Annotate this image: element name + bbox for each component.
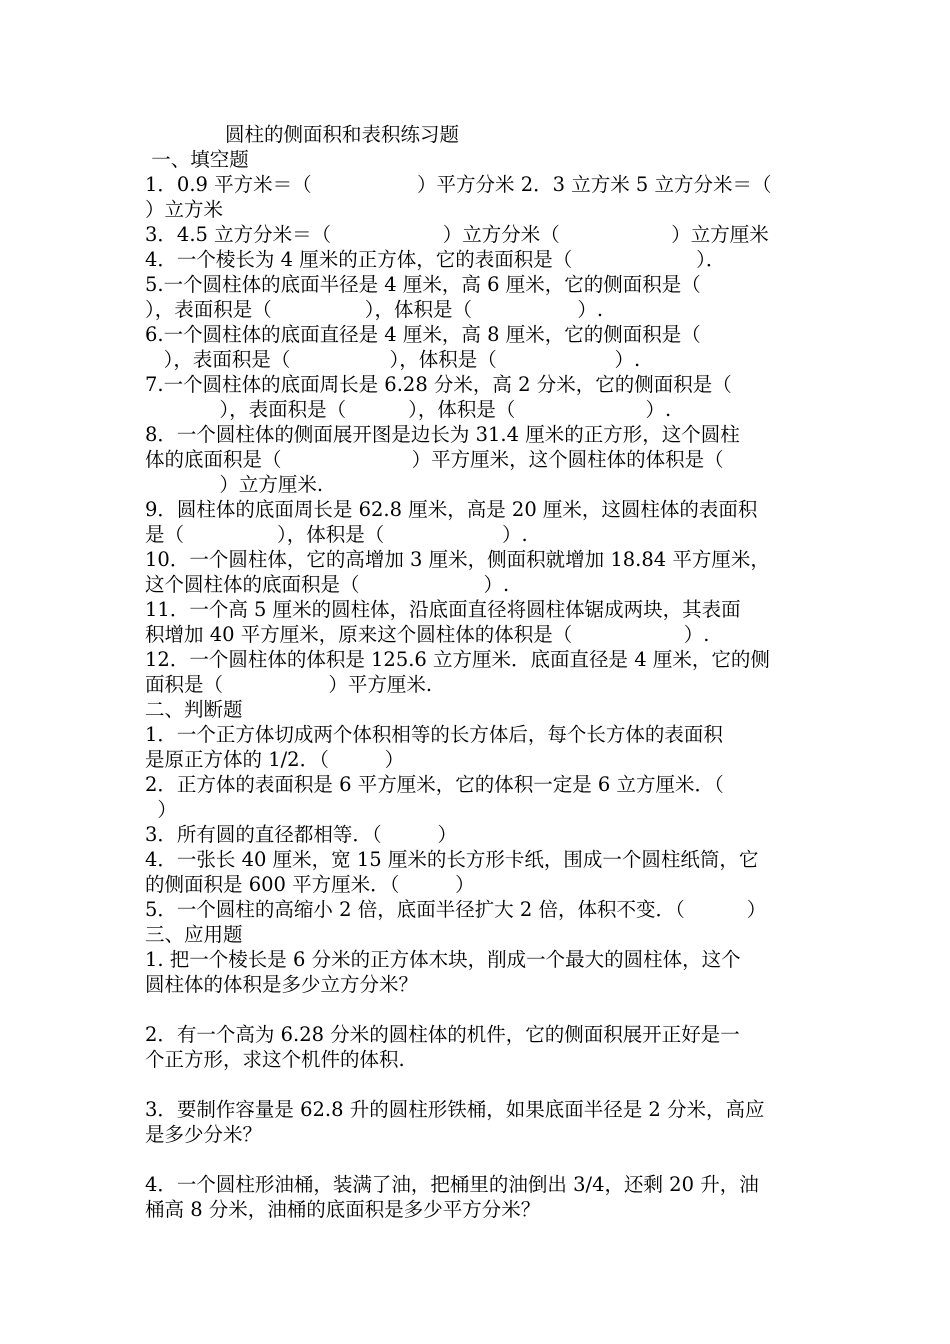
worksheet (145, 122, 810, 1222)
fill-line: ），表面积是（ ），体积是（ ）. (145, 398, 672, 421)
fill-line: 9．圆柱体的底面周长是 62.8 厘米，高是 20 厘米，这圆柱体的表面积 (145, 498, 758, 521)
fill-line: 4．一个棱长为 4 厘米的正方体，它的表面积是（ ）． (145, 248, 726, 271)
apply-line: 1. 把一个棱长是 6 分米的正方体木块，削成一个最大的圆柱体，这个 (145, 948, 741, 971)
fill-line: 面积是（ ）平方厘米. (145, 673, 433, 696)
judge-line: 4．一张长 40 厘米，宽 15 厘米的长方形卡纸，围成一个圆柱纸筒，它 (145, 848, 759, 871)
judge-line: 3．所有圆的直径都相等．（ ） (145, 823, 457, 846)
section-heading-apply: 三、应用题 (145, 923, 243, 946)
apply-line: 2．有一个高为 6.28 分米的圆柱体的机件，它的侧面积展开正好是一 (145, 1023, 740, 1046)
fill-line: 1．0.9 平方米＝（ ）平方分米 2．3 立方米 5 立方分米＝（ (145, 173, 772, 196)
judge-line: 的侧面积是 600 平方厘米．（ ） (145, 873, 475, 896)
fill-line: 这个圆柱体的底面积是（ ）. (145, 573, 510, 596)
fill-line: ）立方米 (145, 198, 224, 221)
judge-line: 2．正方体的表面积是 6 平方厘米，它的体积一定是 6 立方厘米．（ (145, 773, 724, 796)
section-heading-fill: 一、填空题 (145, 148, 249, 171)
apply-questions (145, 947, 810, 1222)
fill-line: 是（ ），体积是（ ）. (145, 523, 528, 546)
apply-line: 圆柱体的体积是多少立方分米？ (145, 973, 419, 996)
fill-line: 体的底面积是（ ）平方厘米，这个圆柱体的体积是（ (145, 448, 724, 471)
fill-line: 8．一个圆柱体的侧面展开图是边长为 31.4 厘米的正方形，这个圆柱 (145, 423, 740, 446)
judge-line: 是原正方体的 1/2．（ ） (145, 748, 405, 771)
judge-line: 1．一个正方体切成两个体积相等的长方体后，每个长方体的表面积 (145, 723, 723, 746)
fill-line: 3．4.5 立方分米＝（ ）立方分米（ ）立方厘米 (145, 223, 769, 246)
judge-questions (145, 722, 810, 922)
fill-line: 6.一个圆柱体的底面直径是 4 厘米，高 8 厘米，它的侧面积是（ (145, 323, 701, 346)
fill-line: 12．一个圆柱体的体积是 125.6 立方厘米．底面直径是 4 厘米，它的侧 (145, 648, 770, 671)
section-heading-judge: 二、判断题 (145, 698, 243, 721)
answer-space (145, 1072, 810, 1097)
apply-line: 4．一个圆柱形油桶，装满了油，把桶里的油倒出 3/4，还剩 20 升，油 (145, 1173, 759, 1196)
fill-line: ），表面积是（ ），体积是（ ）. (145, 298, 604, 321)
fill-questions (145, 172, 810, 697)
fill-line: 7.一个圆柱体的底面周长是 6.28 分米，高 2 分米，它的侧面积是（ (145, 373, 732, 396)
apply-line: 个正方形，求这个机件的体积. (145, 1048, 405, 1071)
fill-line: 5.一个圆柱体的底面半径是 4 厘米，高 6 厘米，它的侧面积是（ (145, 273, 701, 296)
fill-line: ），表面积是（ ），体积是（ ）. (145, 348, 641, 371)
apply-line: 3．要制作容量是 62.8 升的圆柱形铁桶，如果底面半径是 2 分米，高应 (145, 1098, 765, 1121)
page-title: 圆柱的侧面积和表积练习题 (225, 123, 460, 146)
fill-line: ）立方厘米. (145, 473, 324, 496)
fill-line: 11．一个高 5 厘米的圆柱体，沿底面直径将圆柱体锯成两块，其表面 (145, 598, 741, 621)
apply-line: 是多少分米？ (145, 1123, 263, 1146)
answer-space (145, 997, 810, 1022)
apply-line: 桶高 8 分米，油桶的底面积是多少平方分米？ (145, 1198, 541, 1221)
answer-space (145, 1147, 810, 1172)
fill-line: 积增加 40 平方厘米，原来这个圆柱体的体积是（ ）. (145, 623, 710, 646)
fill-line: 10．一个圆柱体，它的高增加 3 厘米，侧面积就增加 18.84 平方厘米， (145, 548, 770, 571)
judge-line: ） (145, 798, 177, 821)
judge-line: 5．一个圆柱的高缩小 2 倍，底面半径扩大 2 倍，体积不变．（ ） (145, 898, 767, 921)
